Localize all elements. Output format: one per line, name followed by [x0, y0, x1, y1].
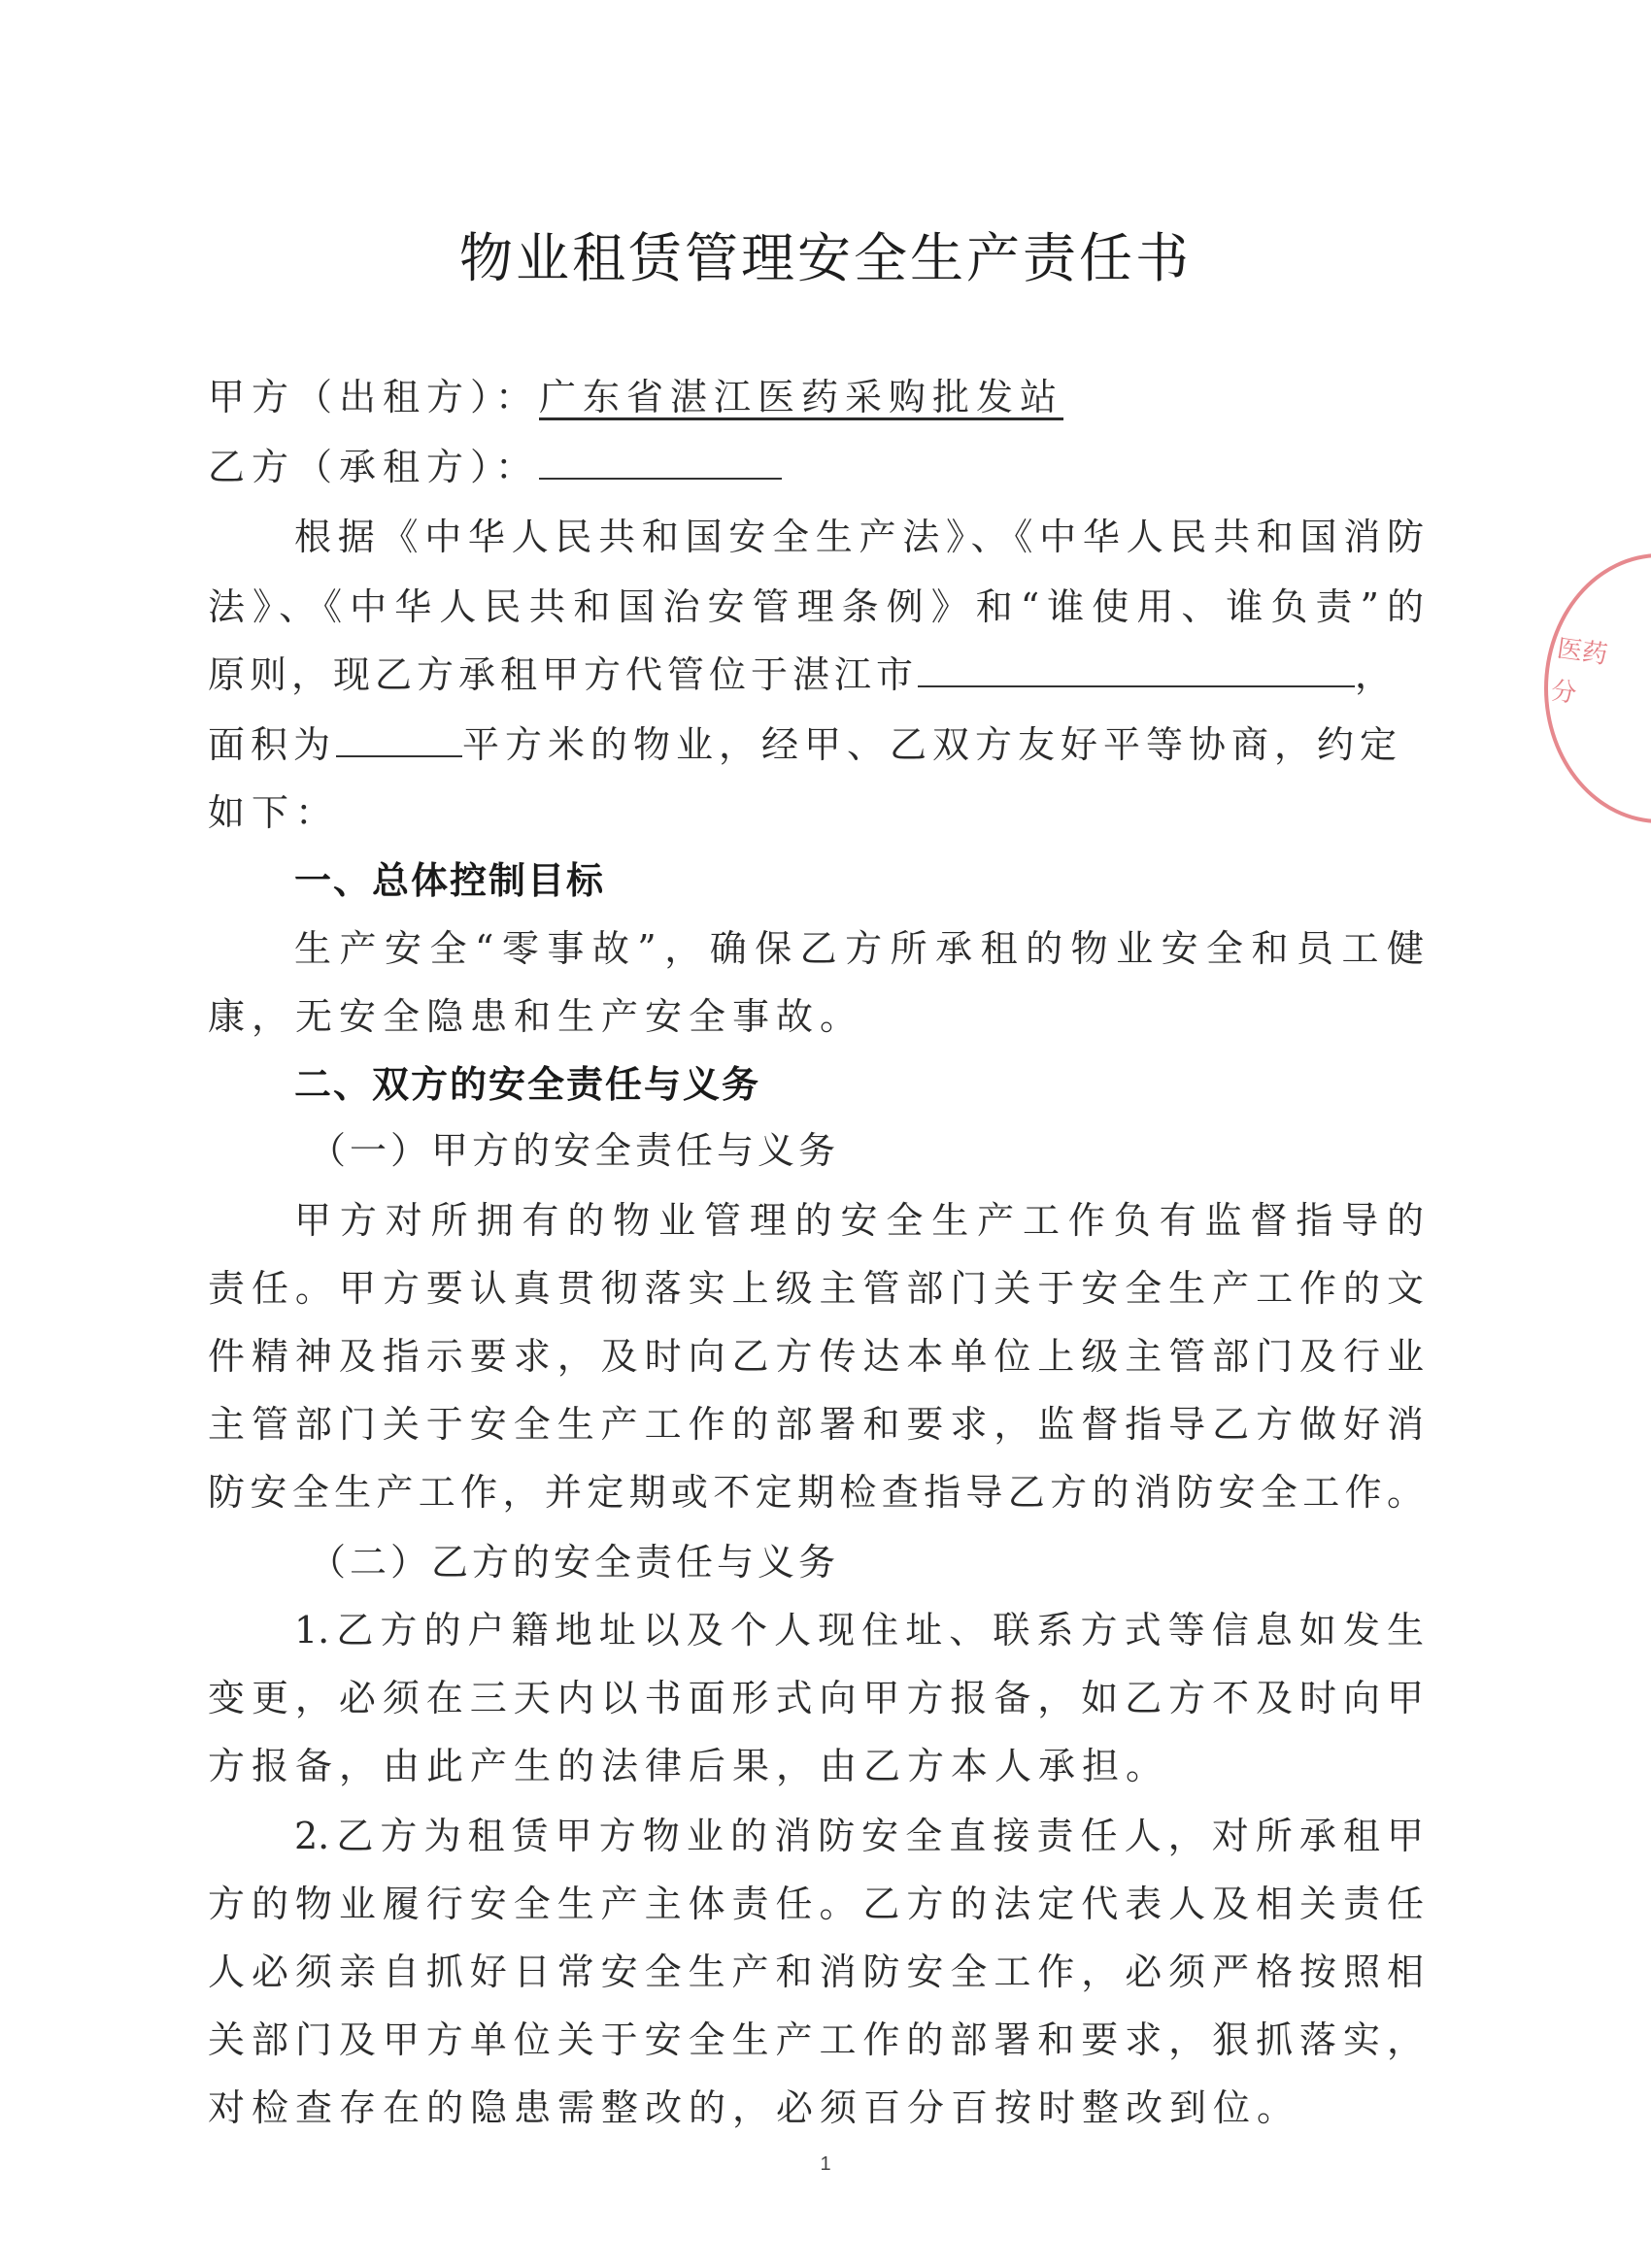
page-number: 1	[820, 2153, 831, 2175]
sub1-line-2: 责任。甲方要认真贯彻落实上级主管部门关于安全生产工作的文	[208, 1267, 1424, 1310]
party-a-label: 甲方（出租方）：	[208, 376, 540, 418]
intro-line-2: 法》、《中华人民共和国治安管理条例》和“谁使用、谁负责”的	[208, 585, 1424, 628]
party-a-line	[208, 373, 1424, 421]
party-b-label: 乙方（承租方）：	[208, 446, 540, 488]
document-title: 物业租赁管理安全生产责任书	[458, 227, 1192, 289]
intro-line-4a: 面积为	[208, 723, 337, 766]
subsection-2-heading: （二）乙方的安全责任与义务	[309, 1541, 840, 1584]
area-blank	[336, 722, 462, 757]
item2-line-2: 方的物业履行安全生产主体责任。乙方的法定代表人及相关责任	[208, 1883, 1424, 1925]
intro-line-4b: 平方米的物业，经甲、乙双方友好平等协商，约定	[462, 723, 1403, 766]
item2-line-3: 人必须亲自抓好日常安全生产和消防安全工作，必须严格按照相	[208, 1951, 1424, 1993]
item1-line-2: 变更，必须在三天内以书面形式向甲方报备，如乙方不及时向甲	[208, 1677, 1424, 1719]
intro-line-3-text: 原则，现乙方承租甲方代管位于湛江市	[208, 653, 919, 696]
intro-line-3-end: ，	[1355, 653, 1398, 696]
item2-line-5: 对检查存在的隐患需整改的，必须百分百按时整改到位。	[208, 2086, 1301, 2129]
sub1-line-4: 主管部门关于安全生产工作的部署和要求，监督指导乙方做好消	[208, 1403, 1424, 1446]
section-1-line-2: 康，无安全隐患和生产安全事故。	[208, 995, 864, 1038]
intro-line-1: 根据《中华人民共和国安全生产法》、《中华人民共和国消防	[294, 516, 1424, 558]
address-blank	[918, 652, 1355, 687]
sub1-line-1: 甲方对所拥有的物业管理的安全生产工作负有监督指导的	[294, 1199, 1424, 1242]
item2-line-1: 2.乙方为租赁甲方物业的消防安全直接责任人，对所承租甲	[294, 1815, 1424, 1857]
sub1-line-3: 件精神及指示要求，及时向乙方传达本单位上级主管部门及行业	[208, 1335, 1424, 1378]
intro-line-5: 如下：	[208, 791, 340, 834]
party-b-blank	[539, 445, 782, 480]
item2-line-4: 关部门及甲方单位关于安全生产工作的部署和要求，狠抓落实，	[208, 2018, 1424, 2061]
item1-line-1: 1.乙方的户籍地址以及个人现住址、联系方式等信息如发生	[294, 1609, 1424, 1651]
sub1-line-5: 防安全生产工作，并定期或不定期检查指导乙方的消防安全工作。	[208, 1471, 1424, 1514]
item1-line-3: 方报备，由此产生的法律后果，由乙方本人承担。	[208, 1745, 1170, 1787]
section-1-line-1: 生产安全“零事故”，确保乙方所承租的物业安全和员工健	[294, 927, 1424, 970]
intro-line-3	[208, 650, 1424, 699]
subsection-1-heading: （一）甲方的安全责任与义务	[309, 1129, 840, 1172]
party-b-line	[208, 443, 1424, 491]
red-seal-text: 医药分	[1549, 634, 1609, 710]
section-2-heading: 二、双方的安全责任与义务	[294, 1063, 761, 1106]
party-a-value: 广东省湛江医药采购批发站	[539, 376, 1064, 418]
section-1-heading: 一、总体控制目标	[294, 859, 606, 902]
intro-line-4	[208, 720, 1424, 769]
